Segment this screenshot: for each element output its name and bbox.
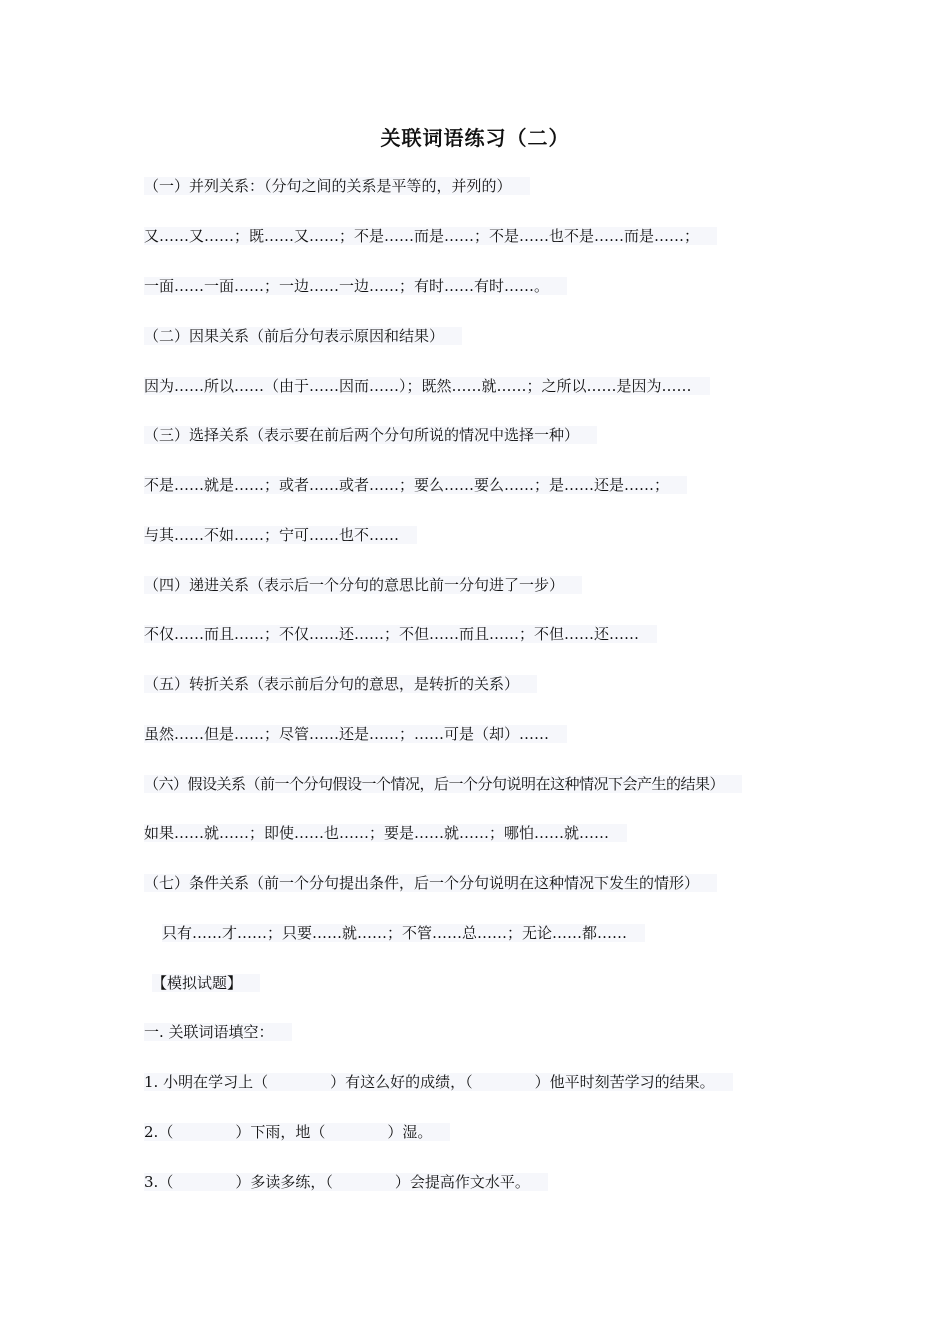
text-line: （二）因果关系（前后分句表示原因和结果） (144, 327, 462, 345)
question-3 (144, 1171, 548, 1193)
text-line: 因为……所以……（由于……因而……）；既然……就……；之所以……是因为…… (144, 377, 710, 395)
question-text: ）湿。 (387, 1123, 433, 1141)
text-line: （一）并列关系：（分句之间的关系是平等的，并列的） (144, 177, 530, 195)
section-7-words (162, 922, 645, 944)
question-number: 1. (144, 1073, 159, 1091)
text-line: 一. 关联词语填空： (144, 1023, 292, 1041)
text-line: （七）条件关系（前一个分句提出条件，后一个分句说明在这种情况下发生的情形） (144, 874, 717, 892)
section-6-heading (144, 773, 742, 795)
section-2-words (144, 375, 710, 397)
question-text: ）有这么好的成绩，（ (330, 1073, 473, 1091)
text-line: 如果……就……；即使……也……；要是……就……；哪怕……就…… (144, 824, 627, 842)
text-line: 虽然……但是……；尽管……还是……；……可是（却）…… (144, 725, 567, 743)
section-3-heading (144, 424, 597, 446)
question-number: 2. (144, 1123, 159, 1141)
question-text: （ (158, 1173, 174, 1191)
text-line: 不是……就是……；或者……或者……；要么……要么……；是……还是……； (144, 476, 687, 494)
text-line: 不仅……而且……；不仅……还……；不但……而且……；不但……还…… (144, 625, 657, 643)
question-text: ）他平时刻苦学习的结果。 (534, 1073, 715, 1091)
section-2-heading (144, 325, 462, 347)
section-7-heading (144, 872, 717, 894)
page-title: 关联词语练习（二） (380, 126, 570, 150)
section-4-heading (144, 574, 582, 596)
question-1 (144, 1071, 733, 1093)
question-text: ）下雨，地（ (235, 1123, 326, 1141)
practice-heading (152, 972, 260, 994)
section-1-heading (144, 175, 530, 197)
text-line: 一面……一面……；一边……一边……；有时……有时……。 (144, 277, 567, 295)
section-3-words-b (144, 524, 417, 546)
section-1-words-b (144, 275, 567, 297)
exercise-heading (144, 1021, 292, 1043)
question-2 (144, 1121, 450, 1143)
text-line: （五）转折关系（表示前后分句的意思，是转折的关系） (144, 675, 537, 693)
text-line: 又……又……；既……又……；不是……而是……；不是……也不是……而是……； (144, 227, 717, 245)
section-5-heading (144, 673, 537, 695)
question-number: 3. (144, 1173, 159, 1191)
text-line: （六）假设关系（前一个分句假设一个情况，后一个分句说明在这种情况下会产生的结果） (144, 775, 742, 793)
text-line: （四）递进关系（表示后一个分句的意思比前一分句进了一步） (144, 576, 582, 594)
question-text: 小明在学习上（ (163, 1073, 269, 1091)
question-text: ）多读多练，（ (235, 1173, 333, 1191)
text-line: （三）选择关系（表示要在前后两个分句所说的情况中选择一种） (144, 426, 597, 444)
section-6-words (144, 822, 627, 844)
text-line: 【模拟试题】 (152, 974, 260, 992)
section-4-words (144, 623, 657, 645)
text-line: 与其……不如……；宁可……也不…… (144, 526, 417, 544)
question-text: ）会提高作文水平。 (394, 1173, 530, 1191)
section-1-words-a (144, 225, 717, 247)
section-5-words (144, 723, 567, 745)
text-line: 只有……才……；只要……就……；不管……总……；无论……都…… (162, 924, 645, 942)
question-text: （ (158, 1123, 174, 1141)
section-3-words-a (144, 474, 687, 496)
